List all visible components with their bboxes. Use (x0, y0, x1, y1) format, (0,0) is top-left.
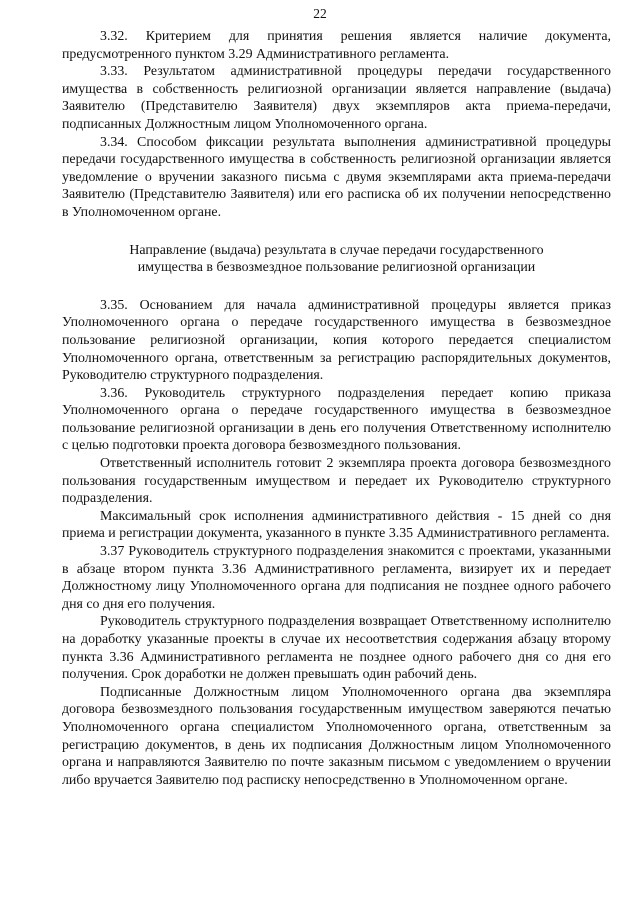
section-heading (62, 242, 611, 277)
paragraph-3-33: 3.33. Результатом административной процедуры передачи государственного имущества в собственность религиозной организации является направление (выдача) Заявителю (Представителю Заявителя) двух экземпляров акта приема-передачи, подписанных Должностным лицом Уполномоченного органа. (62, 64, 611, 132)
section-heading-line-2: имущества в безвозмездное пользование религиозной организации (137, 260, 536, 276)
document-body (62, 28, 611, 789)
paragraph-3-32: 3.32. Критерием для принятия решения является наличие документа, предусмотренного пунктом 3.29 Административного регламента. (62, 29, 611, 62)
paragraph-3-35: 3.35. Основанием для начала административной процедуры является приказ Уполномоченного органа о передаче государственного имущества в безвозмездное пользование религиозной организации, копия которого передается специалистом Уполномоченного органа, ответственным за регистрацию распорядительных документов, Руководителю структурного подразделения. (62, 297, 611, 384)
paragraph-3-36-executor: Ответственный исполнитель готовит 2 экземпляра проекта договора безвозмездного пользования государственным имуществом и передает их Руководителю структурного подразделения. (62, 456, 611, 507)
paragraph-3-34: 3.34. Способом фиксации результата выполнения административной процедуры передачи государственного имущества в собственность религиозной организации является уведомление о вручении заказного письма с двумя экземплярами акта приема-передачи Заявителю (Представителю Заявителя) или его расписка об их получении непосредственно в Уполномоченном органе. (62, 134, 611, 220)
page-number: 22 (313, 6, 327, 21)
paragraph-3-37-signed: Подписанные Должностным лицом Уполномоченного органа два экземпляра договора безвозмездного пользования государственным имуществом заверяются печатью Уполномоченного органа специалистом Уполномоченного органа, ответственным за регистрацию документов, в день их подписания Должностным лицом Уполномоченного органа и направляются Заявителю по почте заказным письмом с уведомлением о вручении либо вручается Заявителю под расписку непосредственно в Уполномоченном органе. (62, 684, 611, 788)
paragraph-3-36-deadline: Максимальный срок исполнения административного действия - 15 дней со дня приема и регистрации документа, указанного в пункте 3.35 Административного регламента. (62, 508, 611, 542)
section-heading-line-1: Направление (выдача) результата в случае передачи государственного (129, 242, 544, 258)
paragraph-3-37: 3.37 Руководитель структурного подразделения знакомится с проектами, указанными в абзаце втором пункта 3.36 Административного регламента, визирует их и передает Должностному лицу Уполномоченного органа для подписания не позднее одного рабочего дня со дня его получения. (62, 544, 611, 612)
paragraph-3-36: 3.36. Руководитель структурного подразделения передает копию приказа Уполномоченного органа о передаче государственного имущества в безвозмездное пользование религиозной организации в день его получения Ответственному исполнителю с целью подготовки проекта договора безвозмездного пользования. (62, 385, 611, 454)
paragraph-3-37-return: Руководитель структурного подразделения возвращает Ответственному исполнителю на доработку указанные проекты в случае их несоответствия содержания абзацу второму пункта 3.36 Административного регламента не позднее одного рабочего дня со дня его получения. Срок доработки не должен превышать один рабочий день. (62, 614, 611, 683)
